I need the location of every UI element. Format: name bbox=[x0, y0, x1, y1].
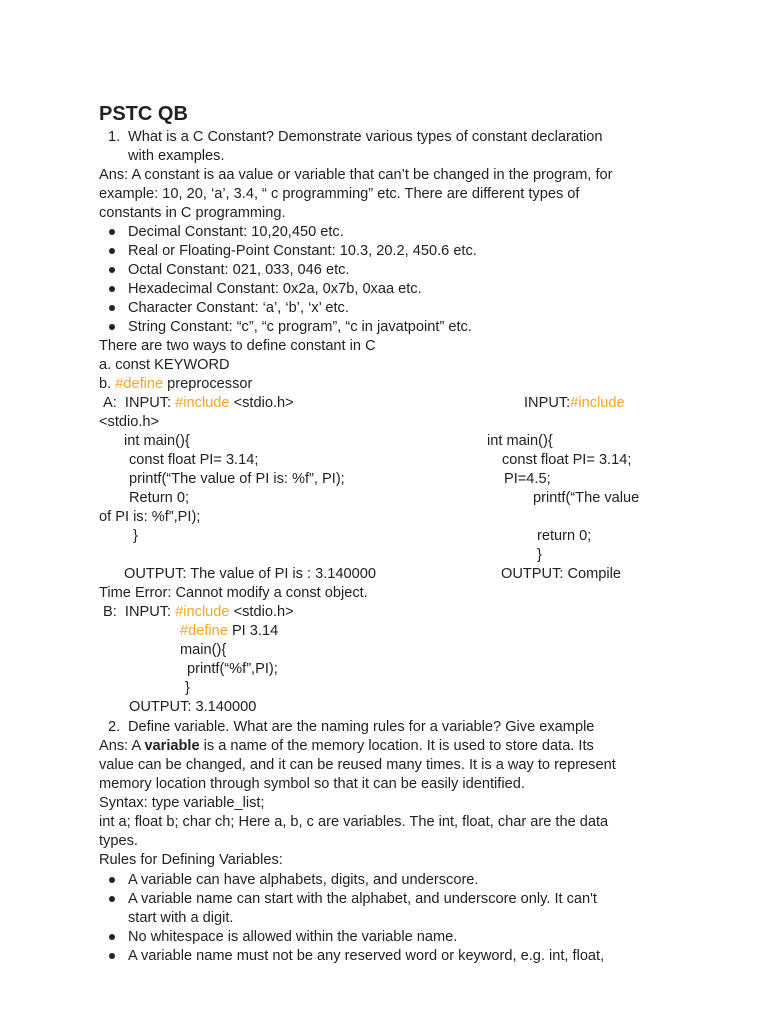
list-item: No whitespace is allowed within the variable name. bbox=[128, 929, 458, 945]
q2-text: Define variable. What are the naming rules for a variable? Give example bbox=[128, 719, 595, 735]
list-item: Real or Floating-Point Constant: 10.3, 20.2, 450.6 etc. bbox=[128, 243, 477, 259]
include-header: <stdio.h> bbox=[229, 604, 294, 620]
variable-bold-term: variable bbox=[144, 738, 200, 754]
example-a-right-input bbox=[524, 394, 625, 413]
q1-text-line-2: with examples. bbox=[128, 148, 225, 164]
right-main-line: int main(){ bbox=[487, 433, 553, 449]
q1-answer-line-3: constants in C programming. bbox=[99, 205, 286, 221]
way-b-prefix: b. bbox=[99, 376, 116, 392]
list-item: A variable name must not be any reserved word or keyword, e.g. int, float, bbox=[128, 948, 605, 964]
include-keyword: #include bbox=[570, 395, 625, 411]
rules-heading: Rules for Defining Variables: bbox=[99, 852, 283, 868]
include-keyword: #include bbox=[175, 604, 230, 620]
right-closing-brace: } bbox=[537, 547, 542, 563]
list-item: A variable name can start with the alphabet, and underscore only. It can't bbox=[128, 891, 597, 907]
example-a-label: A: INPUT: bbox=[103, 395, 176, 411]
define-keyword: #define bbox=[180, 623, 228, 639]
q2-answer-line-1 bbox=[99, 737, 594, 756]
right-const-line: const float PI= 3.14; bbox=[502, 452, 632, 468]
example-b-main: main(){ bbox=[180, 642, 227, 658]
define-keyword: #define bbox=[115, 376, 164, 392]
way-b-text bbox=[99, 375, 252, 394]
list-item: String Constant: “c”, “c program”, “c in javatpoint” etc. bbox=[128, 319, 472, 335]
define-rest: PI 3.14 bbox=[227, 623, 279, 639]
example-line-2: types. bbox=[99, 833, 138, 849]
example-a-input bbox=[103, 394, 294, 413]
syntax-line: Syntax: type variable_list; bbox=[99, 795, 265, 811]
example-b-define bbox=[180, 622, 278, 641]
q2-answer-rest: is a name of the memory location. It is used to store data. Its bbox=[199, 738, 594, 754]
q1-answer-line-1: Ans: A constant is aa value or variable that can’t be changed in the program, for bbox=[99, 167, 613, 183]
example-line-1: int a; float b; char ch; Here a, b, c are variables. The int, float, char are the data bbox=[99, 814, 609, 830]
list-item: Character Constant: ‘a’, ‘b’, ‘x’ etc. bbox=[128, 300, 349, 316]
example-b-printf: printf(“%f”,PI); bbox=[187, 661, 278, 677]
way-a-text: a. const KEYWORD bbox=[99, 357, 230, 373]
list-item: A variable can have alphabets, digits, and underscore. bbox=[128, 872, 479, 888]
example-b-input bbox=[103, 603, 294, 622]
printf-wrap-text: of PI is: %f”,PI); bbox=[99, 509, 201, 525]
include-header: <stdio.h> bbox=[229, 395, 294, 411]
q2-answer-prefix: Ans: A bbox=[99, 738, 145, 754]
right-output-line: OUTPUT: Compile bbox=[501, 566, 622, 582]
left-return-line: Return 0; bbox=[129, 490, 190, 506]
left-closing-brace: } bbox=[133, 528, 138, 544]
left-printf-line: printf(“The value of PI is: %f”, PI); bbox=[129, 471, 345, 487]
document-title: PSTC QB bbox=[99, 103, 188, 125]
example-b-brace: } bbox=[185, 680, 190, 696]
q2-number: 2. bbox=[108, 719, 121, 735]
q1-answer-line-2: example: 10, 20, ‘a’, 3.4, “ c programming” etc. There are different types of bbox=[99, 186, 580, 202]
include-keyword: #include bbox=[175, 395, 230, 411]
q2-answer-line-3: memory location through symbol so that it can be easily identified. bbox=[99, 776, 525, 792]
error-wrap-text: Time Error: Cannot modify a const object. bbox=[99, 585, 368, 601]
right-pi-assign-line: PI=4.5; bbox=[504, 471, 551, 487]
stdio-wrap-text: <stdio.h> bbox=[99, 414, 160, 430]
list-item-continuation: start with a digit. bbox=[128, 910, 234, 926]
right-return-line: return 0; bbox=[537, 528, 592, 544]
q2-answer-line-2: value can be changed, and it can be reused many times. It is a way to represent bbox=[99, 757, 616, 773]
q1-number: 1. bbox=[108, 129, 121, 145]
two-ways-text: There are two ways to define constant in C bbox=[99, 338, 376, 354]
right-printf-line: printf(“The value bbox=[533, 490, 640, 506]
list-item: Hexadecimal Constant: 0x2a, 0x7b, 0xaa etc. bbox=[128, 281, 422, 297]
left-const-line: const float PI= 3.14; bbox=[129, 452, 259, 468]
left-main-line: int main(){ bbox=[124, 433, 190, 449]
right-input-label: INPUT: bbox=[524, 395, 571, 411]
left-output-line: OUTPUT: The value of PI is : 3.140000 bbox=[124, 566, 377, 582]
example-b-output: OUTPUT: 3.140000 bbox=[129, 699, 257, 715]
list-item: Decimal Constant: 10,20,450 etc. bbox=[128, 224, 344, 240]
list-item: Octal Constant: 021, 033, 046 etc. bbox=[128, 262, 350, 278]
q1-text-line-1: What is a C Constant? Demonstrate various types of constant declaration bbox=[128, 129, 603, 145]
example-b-label: B: INPUT: bbox=[103, 604, 176, 620]
way-b-rest: preprocessor bbox=[163, 376, 253, 392]
